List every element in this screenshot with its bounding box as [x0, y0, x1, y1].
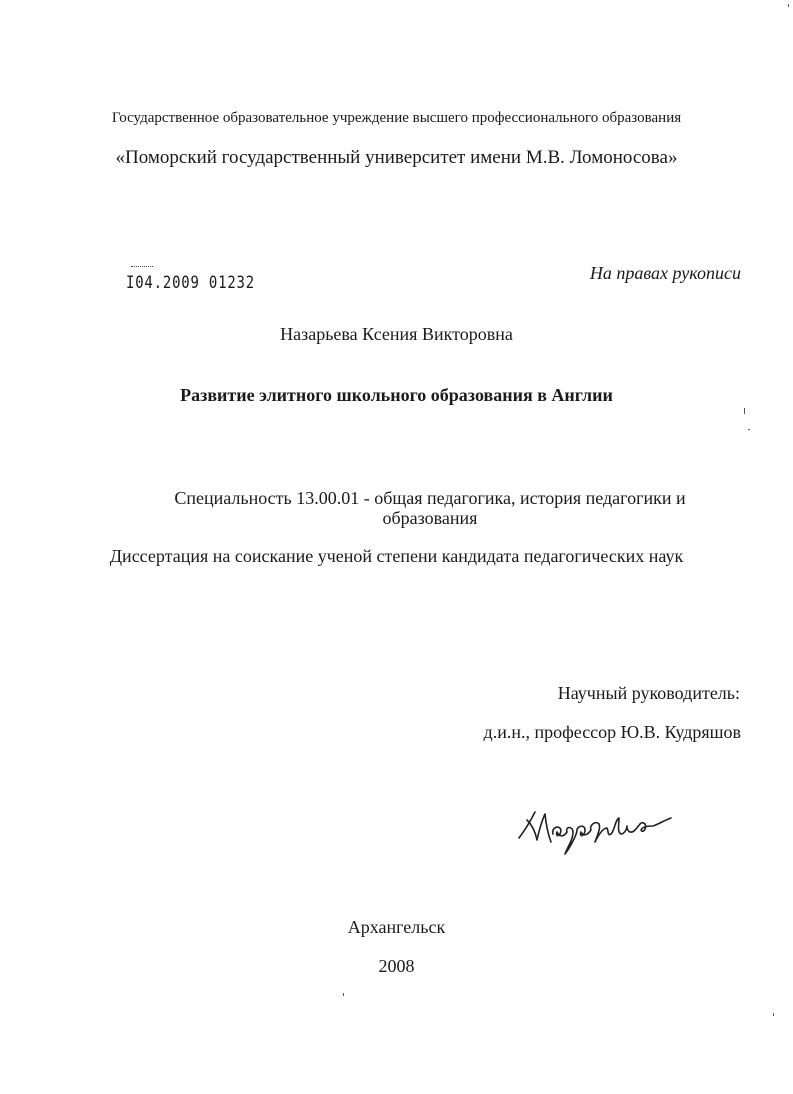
supervisor-label: Научный руководитель:: [557, 683, 740, 703]
institution-name: Государственное образовательное учреждение высшего профессионального образования: [111, 110, 682, 126]
specialty-line-2: образования: [382, 508, 478, 528]
scan-speck: [744, 408, 745, 414]
author-name: Назарьева Ксения Викторовна: [280, 324, 513, 344]
dissertation-type: Диссертация на соискание ученой степени кандидата педагогических наук: [109, 546, 684, 566]
specialty-block: [160, 488, 700, 528]
manuscript-note: На правах рукописи: [589, 263, 741, 283]
scan-speck: [788, 4, 789, 7]
catalog-tick-mark: [131, 266, 153, 269]
specialty-line-1: Специальность 13.00.01 - общая педагогика, история педагогики и: [174, 488, 686, 508]
university-name: «Поморский государственный университет имени М.В. Ломоносова»: [115, 147, 678, 168]
city: Архангельск: [347, 917, 446, 937]
year: 2008: [378, 956, 415, 976]
handwritten-signature: [515, 790, 675, 860]
dissertation-title: Развитие элитного школьного образования в Англии: [180, 385, 613, 405]
scan-speck: [748, 429, 750, 430]
scan-speck: [343, 993, 344, 996]
supervisor-name: д.и.н., профессор Ю.В. Кудряшов: [483, 722, 741, 742]
scan-speck: [773, 1013, 774, 1016]
catalog-number: I04.2009 01232: [126, 273, 255, 293]
